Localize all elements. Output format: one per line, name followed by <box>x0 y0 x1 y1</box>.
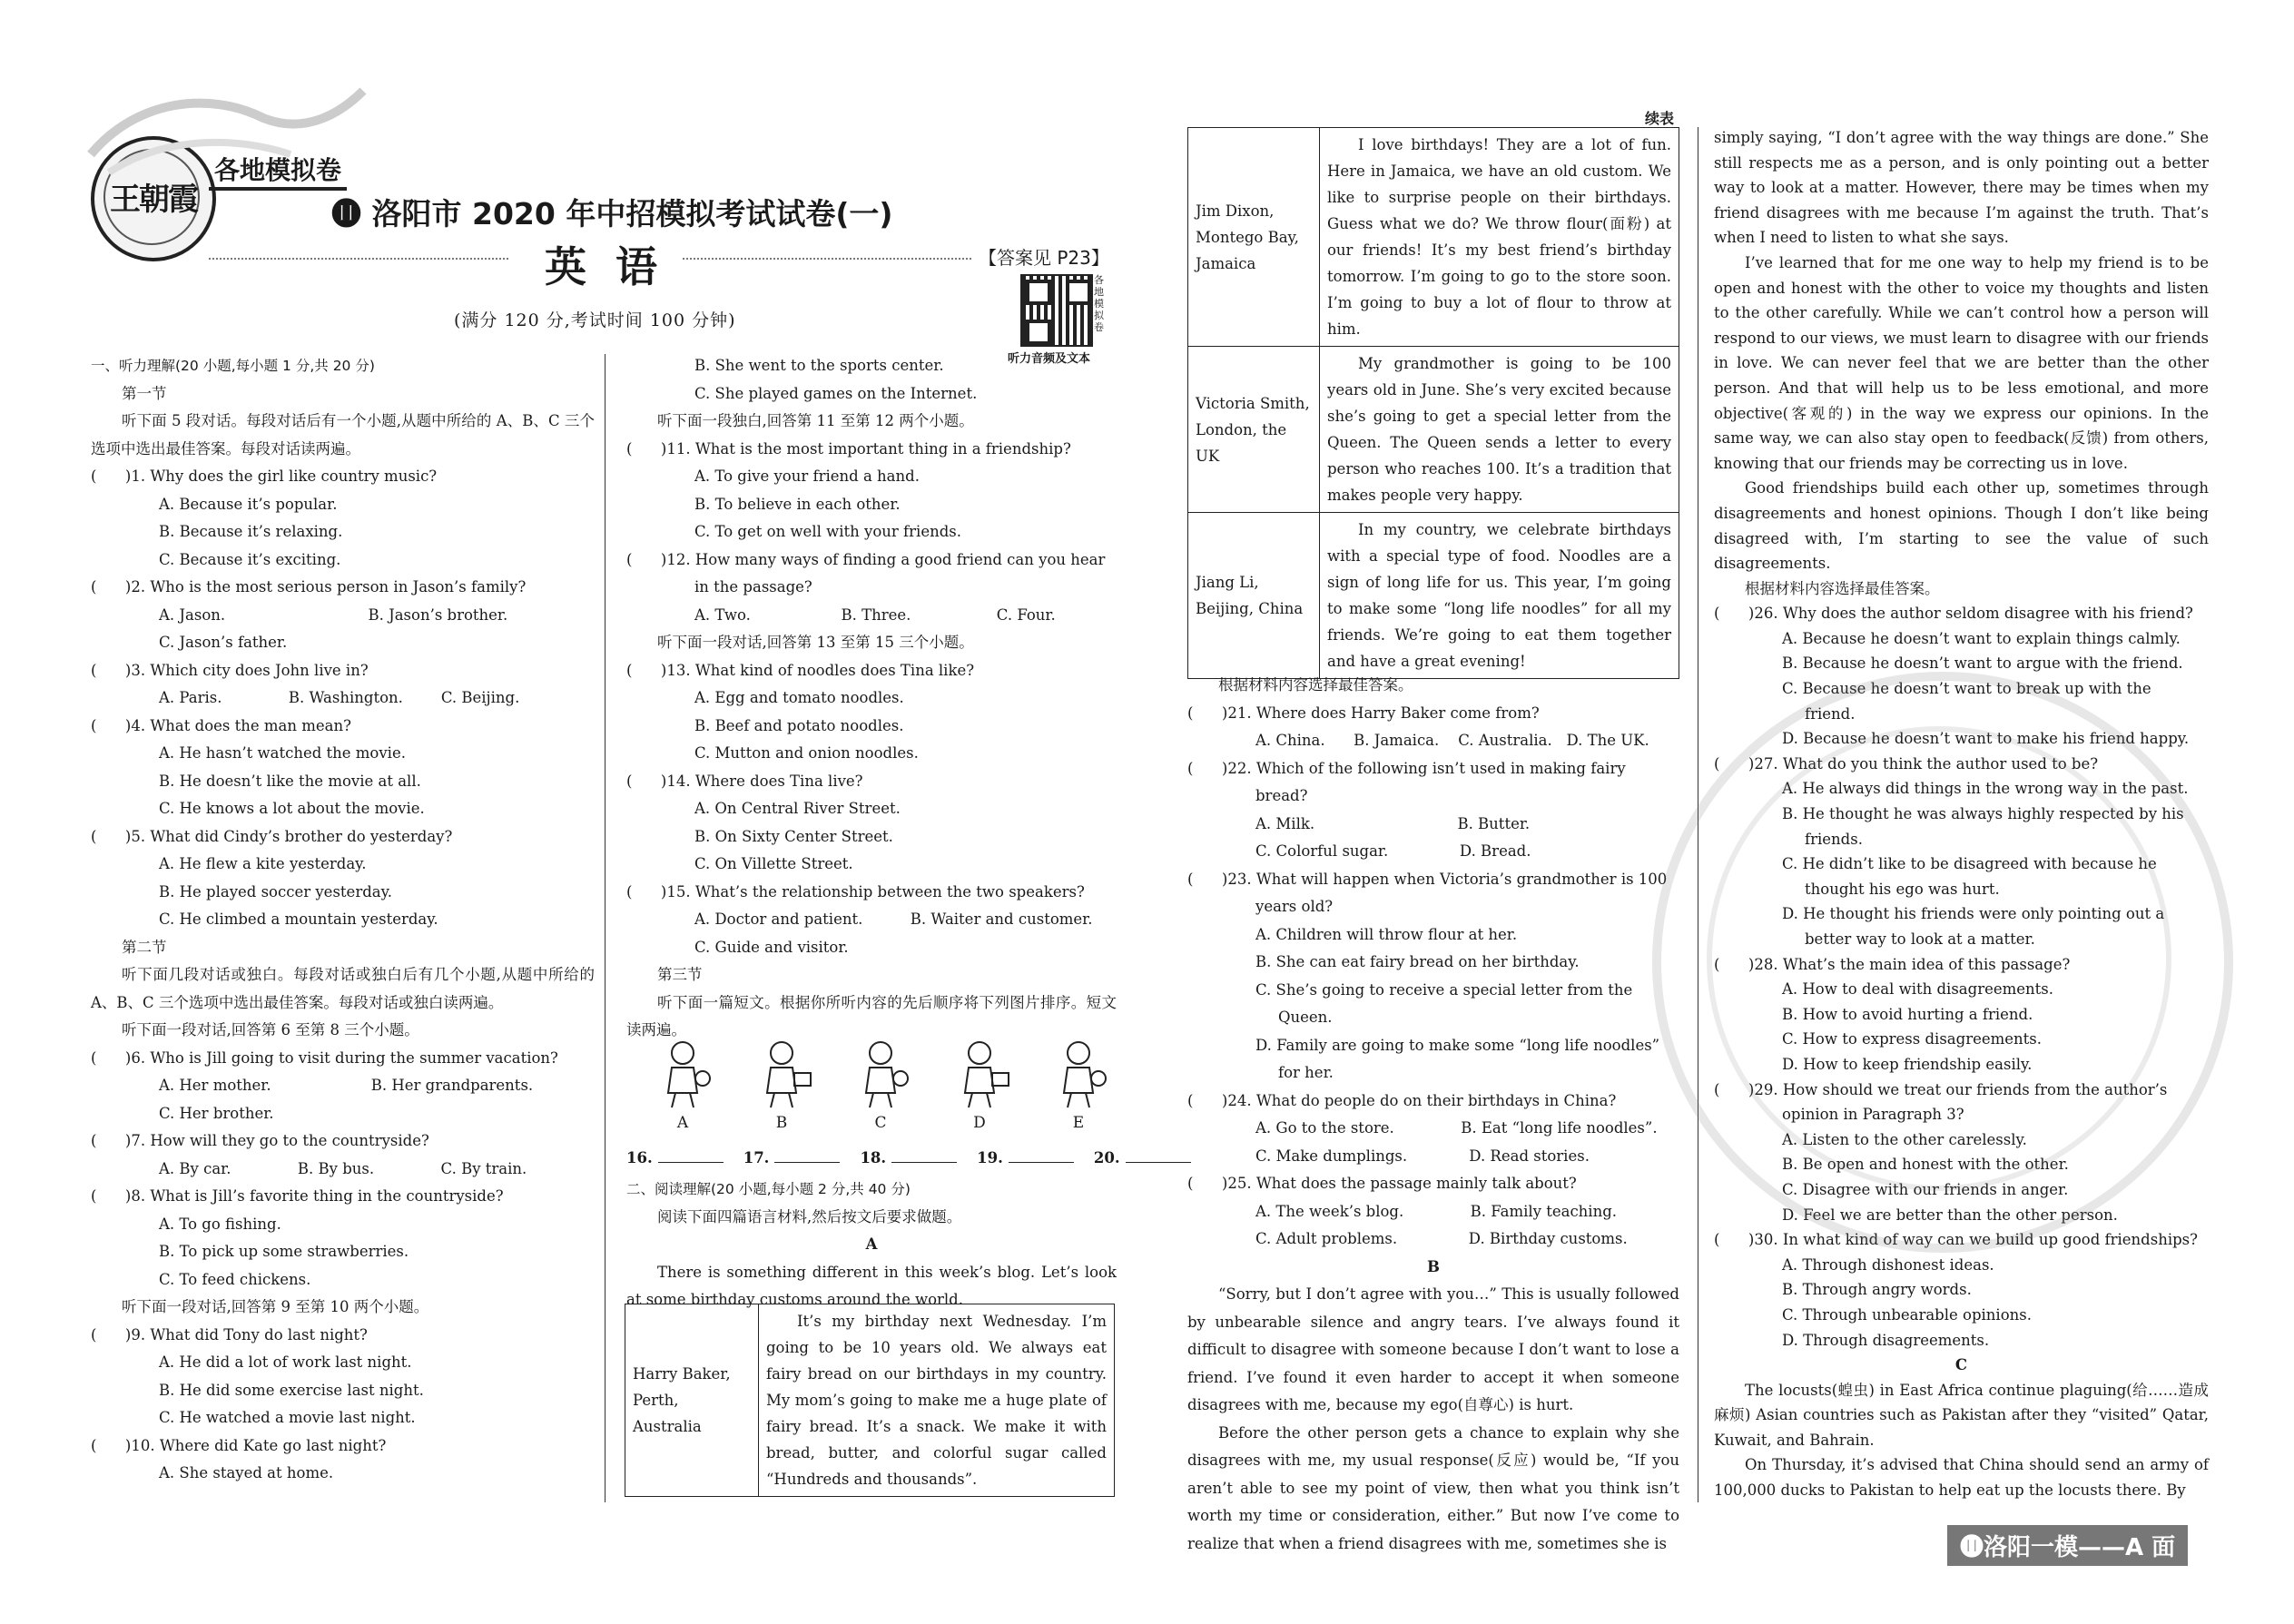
text-line: C. On Villette Street. <box>694 855 853 872</box>
picture-label: A <box>676 1114 689 1132</box>
title-rule-left <box>209 258 508 260</box>
blank-number: 16. <box>626 1149 653 1166</box>
text-line: B. How to avoid hurting a friend. <box>1782 1005 2033 1023</box>
text-line: ( )2. Who is the most serious person in Jason’s family? <box>91 578 527 595</box>
text-line: B. To pick up some strawberries. <box>159 1243 409 1260</box>
text-line: A. To go fishing. <box>159 1215 281 1233</box>
text-line: ( )23. What will happen when Victoria’s grandmother is 100 <box>1187 870 1668 888</box>
answer-blank[interactable] <box>1126 1146 1191 1163</box>
text-line: D. Feel we are better than the other person. <box>1782 1206 2118 1224</box>
subject-title: 英 语 <box>545 242 665 291</box>
column-listening-1 <box>91 352 600 1488</box>
text-line: D. He thought his friends were only pointing out a <box>1782 905 2165 923</box>
picture-d <box>932 1037 1027 1132</box>
page-tag: ⓫洛阳一模——A 面 <box>1947 1525 2188 1566</box>
score-time: (满分 120 分,考试时间 100 分钟) <box>454 310 736 330</box>
text-line: B. Because it’s relaxing. <box>159 523 343 540</box>
table-b-text: In my country, we celebrate birthdays with a special type of food. Noodles are a sign of long life for us. This year, I’m going to make some “long life noodles” for all my friends. We’re going to eat them together and have a great evening! <box>1320 513 1679 679</box>
text-line: The locusts(蝗虫) in East Africa continue plaguing(给……造成麻烦) Asian countries such as Pakistan after they “visited” Qatar, Kuwait, and Bahrain. <box>1714 1381 2214 1449</box>
exam-title <box>331 191 893 233</box>
answer-blanks <box>626 1146 1211 1166</box>
qr-caption: 听力音频及文本 <box>1008 352 1091 366</box>
text-line: friends. <box>1805 830 1863 848</box>
column-listening-2 <box>626 352 1117 1045</box>
text-line: C. To get on well with your friends. <box>694 523 961 540</box>
text-line: There is something different in this week’s blog. Let’s look at some birthday customs around the world. <box>626 1263 1122 1308</box>
blank-number: 18. <box>860 1149 887 1166</box>
text-line: ( )27. What do you think the author used to be? <box>1714 754 2099 773</box>
text-line: friend. <box>1805 704 1856 723</box>
text-line: B. On Sixty Center Street. <box>694 827 893 845</box>
text-line: C. She played games on the Internet. <box>694 384 978 402</box>
text-line: A. Jason. B. Jason’s brother. <box>159 605 508 624</box>
text-line: ( )5. What did Cindy’s brother do yesterday? <box>91 827 453 845</box>
text-line: B <box>1427 1257 1440 1275</box>
text-line: for her. <box>1278 1064 1334 1081</box>
text-line: I’ve learned that for me one way to help my friend is to be open and honest with the other to voice my thoughts and listen to the other carefully. While we can’t control how a person will respond to our views, we must learn to disagree with our friends in love. We can never feel that we are better than the other person. And that will help us to be less emotional, and more objective(客观的) in the way we express our opinions. In the same way, we can also stay open to feedback(反馈) from others, knowing that our friends may be correcting us in love. <box>1714 253 2214 472</box>
text-line: C. Jason’s father. <box>159 634 288 651</box>
text-line: 一、听力理解(20 小题,每小题 1 分,共 20 分) <box>91 358 375 374</box>
qr-code[interactable] <box>1020 274 1093 347</box>
exam-number: ⓫ <box>331 196 361 231</box>
qr-side-label: 各地模拟卷 <box>1094 274 1104 333</box>
text-line: 听下面 5 段对话。每段对话后有一个小题,从题中所给的 A、B、C 三个选项中选出最佳答案。每段对话读两遍。 <box>91 412 595 458</box>
text-line: A. He hasn’t watched the movie. <box>159 744 406 762</box>
table-a-name: Harry Baker, Perth, Australia <box>625 1304 759 1497</box>
text-line: A. Because it’s popular. <box>159 495 338 513</box>
table-b-text: My grandmother is going to be 100 years old in June. She’s very excited because she’s going to get a special letter from the Queen. The Queen sends a letter to every person who reaches 100. It’s a tradition that makes people very happy. <box>1320 347 1679 513</box>
text-line: C. Colorful sugar. D. Bread. <box>1255 842 1531 860</box>
continued-label: 续表 <box>1645 110 1675 127</box>
table-b-name: Victoria Smith, London, the UK <box>1188 347 1320 513</box>
text-line: B. He played soccer yesterday. <box>159 882 392 901</box>
text-line: ( )21. Where does Harry Baker come from? <box>1187 704 1540 722</box>
picture-e <box>1031 1037 1126 1132</box>
answer-blank[interactable] <box>891 1146 957 1163</box>
text-line: A. Children will throw flour at her. <box>1255 925 1518 943</box>
text-line: C <box>1954 1356 1968 1374</box>
text-line: 听下面一段对话,回答第 13 至第 15 三个小题。 <box>657 634 974 651</box>
table-a-text: It’s my birthday next Wednesday. I’m going to be 10 years old. We always eat fairy bread on our birthdays in my country. My mom’s going to make me a huge plate of fairy bread. It’s a snack. We make it with bread, butter, and colorful sugar called “Hundreds and thousands”. <box>759 1304 1115 1497</box>
text-line: A. Paris. B. Washington. C. Beijing. <box>159 689 520 706</box>
text-line: D. Family are going to make some “long life noodles” <box>1255 1036 1660 1054</box>
text-line: years old? <box>1255 898 1334 915</box>
blank-number: 20. <box>1093 1149 1120 1166</box>
text-line: C. He climbed a mountain yesterday. <box>159 910 438 928</box>
text-line: B. Beef and potato noodles. <box>694 716 904 734</box>
picture-c <box>833 1037 928 1132</box>
watermark-inner <box>1707 726 2171 1191</box>
table-b-name: Jim Dixon, Montego Bay, Jamaica <box>1188 128 1320 347</box>
text-line: C. Her brother. <box>159 1104 274 1122</box>
badge-label: 各地模拟卷 <box>209 151 347 191</box>
text-line: bread? <box>1255 787 1308 804</box>
picture-label: B <box>775 1114 788 1132</box>
text-line: A. By car. B. By bus. C. By train. <box>159 1159 527 1177</box>
text-line: B. Through angry words. <box>1782 1281 1972 1299</box>
answer-blank[interactable] <box>774 1146 840 1163</box>
text-line: 根据材料内容选择最佳答案。 <box>1218 676 1413 694</box>
text-line: C. Mutton and onion noodles. <box>694 744 919 762</box>
picture-label: D <box>973 1114 986 1132</box>
text-line: A. He always did things in the wrong way in the past. <box>1782 780 2189 798</box>
text-line: 二、阅读理解(20 小题,每小题 2 分,共 40 分) <box>626 1181 911 1197</box>
text-line: A <box>865 1235 878 1253</box>
text-line: ( )9. What did Tony do last night? <box>91 1325 368 1343</box>
text-line: simply saying, “I don’t agree with the way things are done.” She still respects me as a person, and is only pointing out a better way to look at a matter. However, there may be times when my friend disagrees with me because I’m against the truth. That’s when I need to listen to what she says. <box>1714 129 2214 247</box>
text-line: ( )3. Which city does John live in? <box>91 661 369 679</box>
text-line: A. To give your friend a hand. <box>694 468 920 485</box>
text-line: ( )6. Who is Jill going to visit during the summer vacation? <box>91 1048 558 1067</box>
logo-text: 王朝霞 <box>110 182 197 218</box>
text-line: 听下面一段独白,回答第 11 至第 12 两个小题。 <box>657 412 974 429</box>
text-line: ( )8. What is Jill’s favorite thing in the countryside? <box>91 1187 504 1205</box>
text-line: C. How to express disagreements. <box>1782 1030 2042 1048</box>
text-line: ( )28. What’s the main idea of this passage? <box>1714 955 2071 973</box>
exam-title-text: 洛阳市 2020 年中招模拟考试试卷(一) <box>371 196 893 231</box>
picture-a <box>635 1037 730 1132</box>
text-line: ( )13. What kind of noodles does Tina like? <box>626 661 975 679</box>
text-line: ( )26. Why does the author seldom disagree with his friend? <box>1714 605 2193 623</box>
text-line: C. Because he doesn’t want to break up with the <box>1782 680 2151 698</box>
text-line: ( )14. Where does Tina live? <box>626 772 863 790</box>
text-line: C. Make dumplings. D. Read stories. <box>1255 1147 1590 1165</box>
text-line: A. Doctor and patient. B. Waiter and customer. <box>694 910 1093 928</box>
text-line: B. He doesn’t like the movie at all. <box>159 772 421 790</box>
text-line: A. Two. B. Three. C. Four. <box>694 605 1056 624</box>
table-b-text: I love birthdays! They are a lot of fun. Here in Jamaica, we have an old custom. We like to surprise people on their birthdays. Guess what we do? We throw flour(面粉) at our friends! It’s my best friend’s birthday tomorrow. I’m going to go to the store soon. I’m going to buy a lot of flour to throw at him. <box>1320 128 1679 347</box>
text-line: A. He did a lot of work last night. <box>159 1353 412 1371</box>
text-line: A. Milk. B. Butter. <box>1255 814 1531 832</box>
text-line: 听下面一段对话,回答第 6 至第 8 三个小题。 <box>122 1021 419 1038</box>
figure-drawing-icon <box>1042 1037 1115 1109</box>
title-rule-right <box>683 258 971 260</box>
text-line: Good friendships build each other up, sometimes through disagreements and honest opinions. Though I don’t like being disagreed with, I’m starting to see the value of such disagreements. <box>1714 479 2214 573</box>
text-line: better way to look at a matter. <box>1805 930 2035 948</box>
text-line: A. Listen to the other carelessly. <box>1782 1130 2027 1148</box>
text-line: ( )25. What does the passage mainly talk about? <box>1187 1175 1577 1192</box>
text-line: C. Guide and visitor. <box>694 938 849 956</box>
text-line: 第三节 <box>657 966 703 983</box>
text-line: A. He flew a kite yesterday. <box>159 855 367 872</box>
text-line: C. He watched a movie last night. <box>159 1409 416 1426</box>
text-line: ( )7. How will they go to the countryside? <box>91 1132 429 1149</box>
text-line: D. Through disagreements. <box>1782 1331 1990 1349</box>
picture-row <box>635 1037 1126 1132</box>
text-line: A. How to deal with disagreements. <box>1782 980 2053 999</box>
text-line: 听下面一段对话,回答第 9 至第 10 两个小题。 <box>122 1298 429 1315</box>
text-line: B. She can eat fairy bread on her birthday. <box>1255 953 1580 970</box>
answer-reference: 【答案见 P23】 <box>979 247 1109 269</box>
picture-label: E <box>1072 1114 1085 1132</box>
text-line: C. He knows a lot about the movie. <box>159 800 425 817</box>
text-line: 听下面一篇短文。根据你所听内容的先后顺序将下列图片排序。短文读两遍。 <box>626 993 1117 1038</box>
text-line: A. The week’s blog. B. Family teaching. <box>1255 1202 1618 1220</box>
text-line: A. China. B. Jamaica. C. Australia. D. The UK. <box>1255 732 1649 749</box>
text-line: ( )12. How many ways of finding a good friend can you hear <box>626 550 1106 568</box>
blank-number: 17. <box>743 1149 770 1166</box>
text-line: C. To feed chickens. <box>159 1270 311 1288</box>
table-a <box>625 1304 1115 1497</box>
text-line: 根据材料内容选择最佳答案。 <box>1745 579 1940 597</box>
text-line: 阅读下面四篇语言材料,然后按文后要求做题。 <box>657 1207 962 1225</box>
text-line: A. She stayed at home. <box>159 1464 334 1481</box>
text-line: ( )1. Why does the girl like country music? <box>91 468 438 485</box>
text-line: ( )30. In what kind of way can we build up good friendships? <box>1714 1231 2198 1249</box>
text-line: D. Because he doesn’t want to make his friend happy. <box>1782 730 2190 748</box>
text-line: A. Egg and tomato noodles. <box>694 689 904 706</box>
text-line: D. How to keep friendship easily. <box>1782 1055 2033 1073</box>
text-line: in the passage? <box>694 578 812 595</box>
figure-drawing-icon <box>844 1037 917 1109</box>
text-line: ( )15. What’s the relationship between the two speakers? <box>626 882 1085 901</box>
text-line: ( )24. What do people do on their birthdays in China? <box>1187 1091 1617 1109</box>
column-reading-3 <box>1187 672 1685 1558</box>
text-line: ( )4. What does the man mean? <box>91 716 351 734</box>
column-reading-intro <box>626 1176 1122 1314</box>
figure-drawing-icon <box>943 1037 1016 1109</box>
text-line: ( )10. Where did Kate go last night? <box>91 1436 387 1454</box>
figure-drawing-icon <box>646 1037 719 1109</box>
text-line: Before the other person gets a chance to explain why she disagrees with me, my usual response(反应) would be, “If you aren’t able to see my point of view, then what you think isn’t worth my time or consideration, either.” But now I’ve come to realize that when a friend disagrees with me, sometimes she is <box>1187 1423 1685 1552</box>
table-b-name: Jiang Li, Beijing, China <box>1188 513 1320 679</box>
text-line: A. Because he doesn’t want to explain things calmly. <box>1782 629 2181 647</box>
text-line: On Thursday, it’s advised that China should send an army of 100,000 ducks to Pakistan to help eat up the locusts there. By <box>1714 1456 2214 1500</box>
text-line: C. Because it’s exciting. <box>159 550 341 568</box>
answer-blank[interactable] <box>658 1146 724 1163</box>
text-line: 第二节 <box>122 938 167 956</box>
text-line: A. Through dishonest ideas. <box>1782 1255 1994 1274</box>
answer-blank[interactable] <box>1009 1146 1074 1163</box>
figure-drawing-icon <box>745 1037 818 1109</box>
text-line: B. He thought he was always highly respected by his <box>1782 805 2184 823</box>
text-line: A. On Central River Street. <box>694 800 901 817</box>
text-line: 听下面几段对话或独白。每段对话或独白后有几个小题,从题中所给的 A、B、C 三个选项中选出最佳答案。每段对话或独白读两遍。 <box>91 966 600 1011</box>
text-line: thought his ego was hurt. <box>1805 880 2000 898</box>
text-line: B. Be open and honest with the other. <box>1782 1156 2069 1174</box>
text-line: Queen. <box>1278 1009 1333 1026</box>
text-line: “Sorry, but I don’t agree with you…” This is usually followed by unbearable silence and angry tears. I’ve always found it difficult to disagree with someone because I don’t want to lose a friend. I’ve found it even harder to accept it when someone disagrees with me, because my ego(自尊心) is hurt. <box>1187 1285 1685 1413</box>
text-line: C. She’s going to receive a special letter from the <box>1255 980 1633 999</box>
text-line: C. Adult problems. D. Birthday customs. <box>1255 1230 1628 1247</box>
text-line: 第一节 <box>122 384 167 402</box>
text-line: opinion in Paragraph 3? <box>1782 1106 1964 1124</box>
text-line: ( )11. What is the most important thing in a friendship? <box>626 439 1071 458</box>
table-b <box>1187 127 1679 679</box>
text-line: A. Her mother. B. Her grandparents. <box>159 1077 534 1094</box>
text-line: ( )29. How should we treat our friends from the author’s <box>1714 1080 2168 1098</box>
text-line: C. Disagree with our friends in anger. <box>1782 1180 2069 1198</box>
blank-number: 19. <box>977 1149 1003 1166</box>
picture-b <box>734 1037 829 1132</box>
text-line: B. She went to the sports center. <box>694 357 944 374</box>
text-line: B. To believe in each other. <box>694 495 901 513</box>
text-line: C. Through unbearable opinions. <box>1782 1305 2032 1324</box>
text-line: ( )22. Which of the following isn’t used in making fairy <box>1187 759 1626 777</box>
picture-label: C <box>874 1114 887 1132</box>
text-line: B. Because he doesn’t want to argue with the friend. <box>1782 655 2183 673</box>
text-line: B. He did some exercise last night. <box>159 1381 424 1399</box>
text-line: A. Go to the store. B. Eat “long life noodles”. <box>1255 1119 1658 1137</box>
text-line: C. He didn’t like to be disagreed with because he <box>1782 855 2157 873</box>
